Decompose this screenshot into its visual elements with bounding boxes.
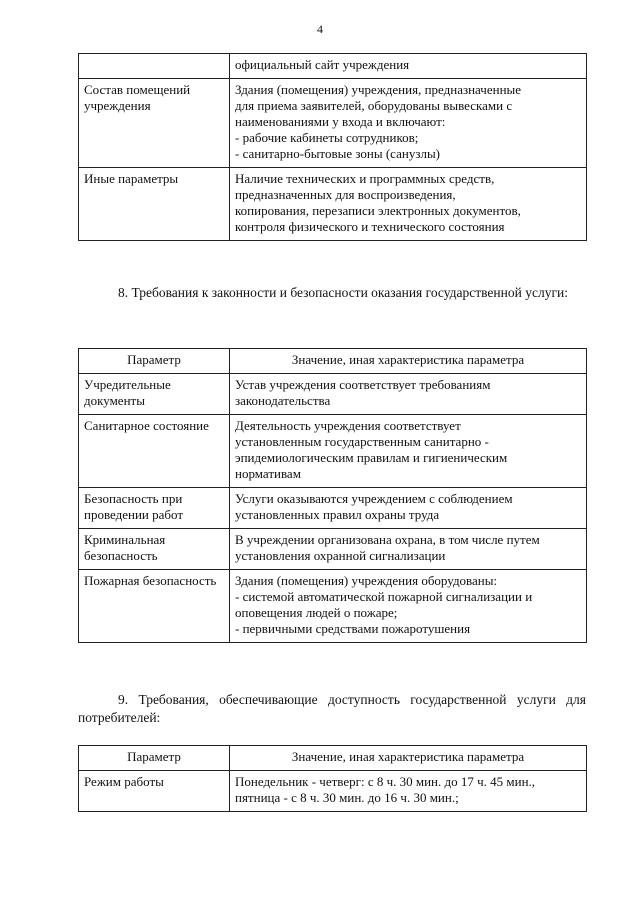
column-header-value: Значение, иная характеристика параметра [230, 746, 587, 771]
table-row [79, 79, 587, 168]
value-line: пятница - с 8 ч. 30 мин. до 16 ч. 30 мин.; [235, 790, 459, 805]
value-line: Понедельник - четверг: с 8 ч. 30 мин. до 17 ч. 45 мин., [235, 774, 536, 789]
value-line: эпидемиологическим правилам и гигиеническим [235, 450, 508, 465]
value-line: В учреждении организована охрана, в том числе путем [235, 532, 540, 547]
table-row [79, 54, 587, 79]
value-line: копирования, перезаписи электронных документов, [235, 203, 521, 218]
value-line: установленным государственным санитарно - [235, 434, 489, 449]
parameter-cell: Санитарное состояние [79, 415, 230, 488]
legality-safety-table-body [79, 374, 587, 643]
table-row [79, 168, 587, 241]
parameter-cell [79, 54, 230, 79]
value-cell [230, 374, 587, 415]
value-line: - санитарно-бытовые зоны (санузлы) [235, 146, 441, 161]
table-row [79, 415, 587, 488]
accessibility-table-body [79, 771, 587, 812]
table-row [79, 488, 587, 529]
value-line: Здания (помещения) учреждения оборудованы: [235, 573, 498, 588]
accessibility-table [78, 745, 587, 812]
value-line: Деятельность учреждения соответствует [235, 418, 461, 433]
column-header-parameter: Параметр [79, 349, 230, 374]
section-8-heading: 8. Требования к законности и безопасности оказания государственной услуги: [118, 285, 568, 300]
parameter-cell: Иные параметры [79, 168, 230, 241]
value-cell [230, 54, 587, 79]
table-row [79, 374, 587, 415]
column-header-parameter: Параметр [79, 746, 230, 771]
value-line: - системой автоматической пожарной сигнализации и [235, 589, 533, 604]
value-line: законодательства [235, 393, 331, 408]
value-line: установления охранной сигнализации [235, 548, 446, 563]
section-9-heading: 9. Требования, обеспечивающие доступность государственной услуги для потребителей: [78, 692, 586, 725]
value-line: Здания (помещения) учреждения, предназначенные [235, 82, 522, 97]
value-line: Наличие технических и программных средств, [235, 171, 495, 186]
table-header-row [79, 746, 587, 771]
premises-table [78, 53, 587, 241]
value-cell [230, 771, 587, 812]
value-line: наименованиями у входа и включают: [235, 114, 446, 129]
parameter-cell: Криминальная безопасность [79, 529, 230, 570]
column-header-value: Значение, иная характеристика параметра [230, 349, 587, 374]
value-line: официальный сайт учреждения [235, 57, 410, 72]
table-row [79, 529, 587, 570]
parameter-cell: Режим работы [79, 771, 230, 812]
value-cell [230, 79, 587, 168]
table-row [79, 771, 587, 812]
value-line: установленных правил охраны труда [235, 507, 440, 522]
table-row [79, 570, 587, 643]
value-cell [230, 488, 587, 529]
value-cell [230, 168, 587, 241]
value-line: Услуги оказываются учреждением с соблюдением [235, 491, 513, 506]
premises-table-body [79, 54, 587, 241]
value-line: нормативам [235, 466, 301, 481]
value-line: - рабочие кабинеты сотрудников; [235, 130, 419, 145]
value-cell [230, 529, 587, 570]
value-cell [230, 570, 587, 643]
value-line: оповещения людей о пожаре; [235, 605, 398, 620]
value-line: Устав учреждения соответствует требованиям [235, 377, 491, 392]
value-cell [230, 415, 587, 488]
value-line: контроля физического и технического состояния [235, 219, 505, 234]
parameter-cell: Безопасность при проведении работ [79, 488, 230, 529]
value-line: - первичными средствами пожаротушения [235, 621, 471, 636]
value-line: для приема заявителей, оборудованы вывесками с [235, 98, 513, 113]
page-number: 4 [317, 22, 323, 36]
parameter-cell: Состав помещений учреждения [79, 79, 230, 168]
legality-safety-table [78, 348, 587, 643]
parameter-cell: Учредительные документы [79, 374, 230, 415]
parameter-cell: Пожарная безопасность [79, 570, 230, 643]
table-header-row [79, 349, 587, 374]
value-line: предназначенных для воспроизведения, [235, 187, 456, 202]
